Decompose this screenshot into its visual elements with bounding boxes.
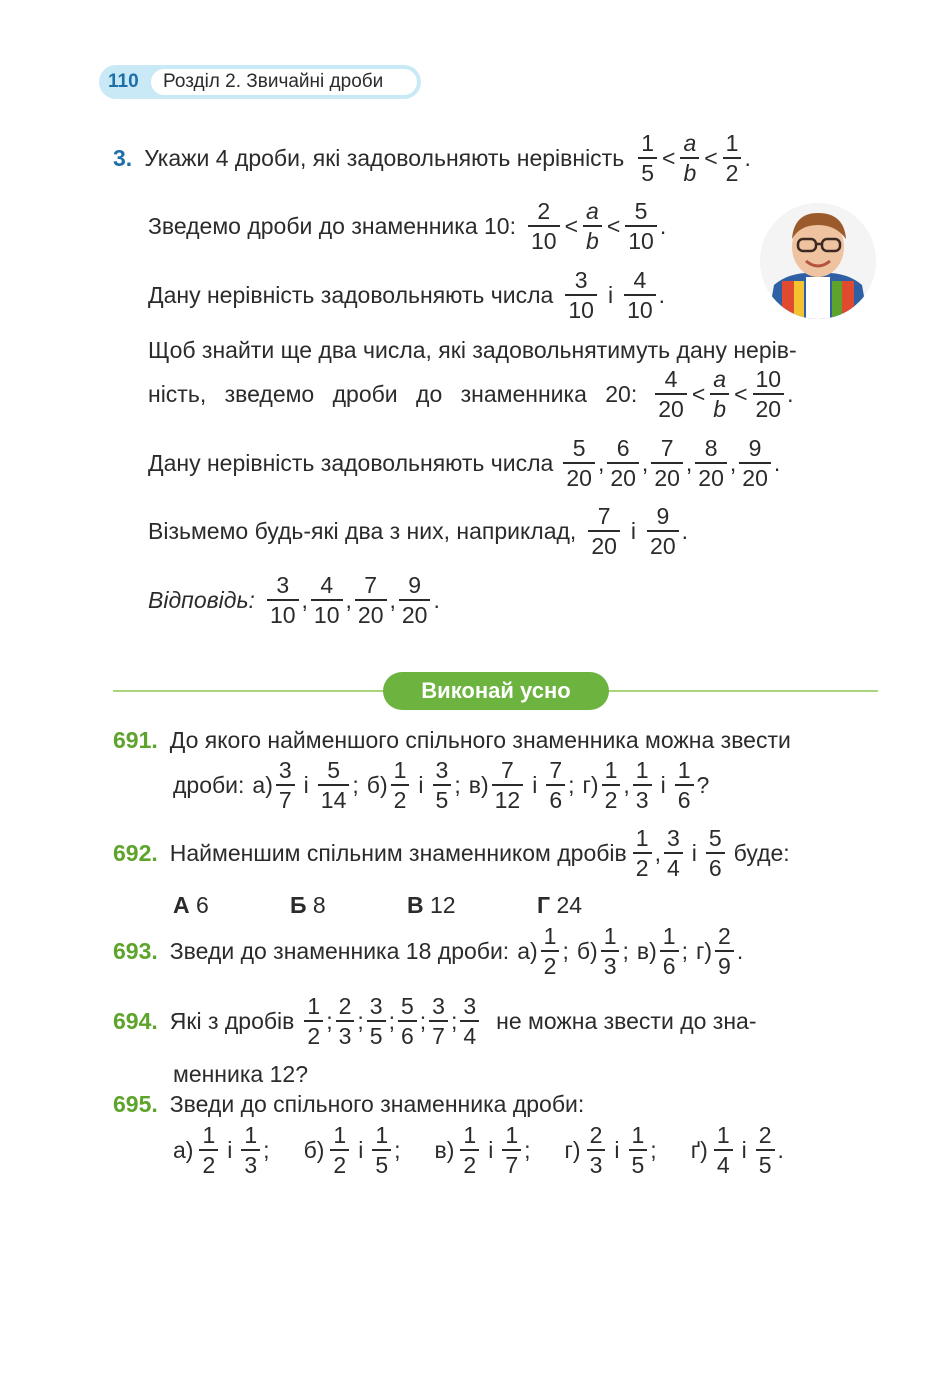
fraction: $\frac{1}{3}$	[241, 1121, 260, 1179]
fraction: $\frac{3}{4}$	[664, 824, 683, 882]
option-g[interactable]: Г 24	[537, 892, 583, 918]
fraction: $\frac{2}{3}$	[336, 992, 355, 1050]
item-label: а)	[252, 771, 273, 798]
fraction: $\frac{1}{3}$	[601, 922, 620, 980]
fraction: $\frac{1}{4}$	[714, 1121, 733, 1179]
less-than: <	[734, 380, 748, 407]
task-text: Які з дробів	[169, 1007, 295, 1034]
fraction: $\frac{8}{20}$	[695, 434, 727, 492]
fraction: $\frac{7}{20}$	[651, 434, 683, 492]
fraction: $\frac{7}{20}$	[588, 502, 620, 560]
example-text-3: Дану нерівність задовольняють числа	[148, 281, 554, 308]
example-text-7: Візьмемо будь-які два з них, наприклад,	[148, 517, 577, 544]
answer-label: Відповідь:	[148, 586, 255, 613]
example-line-5	[148, 362, 794, 426]
task-text: дроби:	[173, 771, 245, 798]
example-line-1	[113, 126, 751, 190]
fraction: $\frac{1}{7}$	[502, 1121, 521, 1179]
fraction: $\frac{5}{20}$	[563, 434, 595, 492]
example-text-2: Зведемо дроби до знаменника 10:	[148, 212, 516, 239]
fraction: $\frac{2}{3}$	[587, 1121, 606, 1179]
example-text-4: Щоб знайти ще два числа, які задовольнятимуть дану нерів-	[148, 336, 797, 363]
fraction-a-b: $\frac{a}{b}$	[583, 197, 602, 255]
example-answer: Відповідь: $\frac{3}{10}$ , $\frac{4}{10}$ , $\frac{7}{20}$ , $\frac{9}{20}$ .	[148, 572, 440, 628]
task-text: буде:	[733, 839, 790, 866]
fraction: $\frac{1}{6}$	[660, 922, 679, 980]
fraction: $\frac{3}{5}$	[367, 992, 386, 1050]
fraction: $\frac{1}{2}$	[602, 756, 621, 814]
less-than: <	[662, 144, 676, 171]
task-text: До якого найменшого спільного знаменника можна звести	[169, 726, 791, 753]
fraction: $\frac{3}{5}$	[433, 756, 452, 814]
item-label: г)	[582, 771, 599, 798]
task-695-line-2: а) $\frac{1}{2}$ і $\frac{1}{3}$ ; б) $\frac{1}{2}$ і $\frac{1}{5}$ ; в) $\frac{1}{2}$ і $\frac{1}{7}$ ; г) $\frac{2}{3}$ і $\frac{1}{5}$ ; ґ) $\frac{1}{4}$ і $\frac{2}{5}$ .	[173, 1122, 784, 1178]
fraction: $\frac{6}{20}$	[607, 434, 639, 492]
example-text-1: Укажи 4 дроби, які задовольняють нерівність	[144, 144, 625, 171]
fraction: $\frac{3}{10}$	[565, 266, 597, 324]
fraction: $\frac{4}{10}$	[311, 571, 343, 629]
task-number: 691.	[113, 726, 158, 753]
fraction: $\frac{7}{12}$	[492, 756, 524, 814]
task-text: менника 12?	[173, 1060, 308, 1087]
fraction: $\frac{10}{20}$	[753, 365, 785, 423]
fraction: $\frac{9}{20}$	[399, 571, 431, 629]
task-number: 693.	[113, 937, 158, 964]
fraction: $\frac{2}{9}$	[715, 922, 734, 980]
task-692-options	[173, 892, 773, 922]
task-693: 693. Зведи до знаменника 18 дроби: а) $\frac{1}{2}$ ; б) $\frac{1}{3}$ ; в) $\frac{1}{6}$ ; г) $\frac{2}{9}$ .	[113, 923, 744, 979]
fraction: $\frac{3}{7}$	[429, 992, 448, 1050]
fraction: $\frac{1}{2}$	[541, 922, 560, 980]
fraction: $\frac{1}{6}$	[675, 756, 694, 814]
option-a[interactable]: А 6	[173, 892, 209, 918]
fraction: $\frac{1}{5}$	[372, 1121, 391, 1179]
fraction: $\frac{4}{20}$	[655, 365, 687, 423]
fraction: $\frac{1}{2}$	[391, 756, 410, 814]
example-line-6: Дану нерівність задовольняють числа $\frac{5}{20}$ , $\frac{6}{20}$ , $\frac{7}{20}$ , $\frac{8}{20}$ , $\frac{9}{20}$ .	[148, 435, 781, 491]
fraction: $\frac{3}{4}$	[460, 992, 479, 1050]
period: .	[659, 212, 667, 239]
task-number: 695.	[113, 1090, 158, 1117]
fraction: $\frac{5}{6}$	[398, 992, 417, 1050]
fraction: $\frac{4}{10}$	[624, 266, 656, 324]
example-text-6: Дану нерівність задовольняють числа	[148, 449, 554, 476]
fraction: $\frac{2}{5}$	[756, 1121, 775, 1179]
section-title: Виконай усно	[383, 672, 609, 710]
less-than: <	[564, 212, 579, 239]
fraction: $\frac{3}{7}$	[276, 756, 295, 814]
period: .	[787, 380, 794, 407]
task-text: Найменшим спільним знаменником дробів	[169, 839, 627, 866]
period: .	[658, 281, 666, 308]
period: .	[744, 144, 751, 171]
fraction: $\frac{7}{20}$	[355, 571, 387, 629]
item-label: в)	[468, 771, 489, 798]
fraction: $\frac{1}{5}$	[638, 129, 657, 187]
example-number: 3.	[113, 144, 133, 171]
task-number: 692.	[113, 839, 158, 866]
student-avatar	[760, 203, 876, 319]
fraction: $\frac{1}{2}$	[633, 824, 652, 882]
task-text: Зведи до знаменника 18 дроби:	[169, 937, 510, 964]
fraction: $\frac{5}{6}$	[706, 824, 725, 882]
fraction: $\frac{1}{2}$	[304, 992, 323, 1050]
fraction-a-b: $\frac{a}{b}$	[680, 129, 699, 187]
task-694-line-1: 694. Які з дробів $\frac{1}{2}$ ; $\frac{2}{3}$ ; $\frac{3}{5}$ ; $\frac{5}{6}$ ; $\frac{3}{7}$ ; $\frac{3}{4}$ не можна звести до зна-	[113, 993, 757, 1049]
option-v[interactable]: В 12	[407, 892, 456, 918]
less-than: <	[606, 212, 621, 239]
example-line-7	[148, 499, 688, 563]
fraction-a-b: $\frac{a}{b}$	[710, 365, 729, 423]
fraction: $\frac{5}{10}$	[625, 197, 657, 255]
fraction: $\frac{9}{20}$	[739, 434, 771, 492]
fraction: $\frac{1}{5}$	[629, 1121, 648, 1179]
task-number: 694.	[113, 1007, 158, 1034]
task-691-line-2: дроби: а) $\frac{3}{7}$ і $\frac{5}{14}$ ; б) $\frac{1}{2}$ і $\frac{3}{5}$ ; в) $\frac{7}{12}$ і $\frac{7}{6}$ ; г) $\frac{1}{2}$ , $\frac{1}{3}$ і $\frac{1}{6}$ ?	[173, 757, 710, 813]
fraction: $\frac{1}{2}$	[330, 1121, 349, 1179]
task-692-line-1: 692. Найменшим спільним знаменником дробів $\frac{1}{2}$ , $\frac{3}{4}$ і $\frac{5}{6}$ буде:	[113, 825, 790, 881]
fraction: $\frac{1}{2}$	[199, 1121, 218, 1179]
task-text: не можна звести до зна-	[496, 1007, 757, 1034]
fraction: $\frac{1}{2}$	[723, 129, 742, 187]
item-label: б)	[366, 771, 388, 798]
period: .	[681, 517, 689, 544]
fraction: $\frac{5}{14}$	[318, 756, 350, 814]
fraction: $\frac{2}{10}$	[528, 197, 560, 255]
and-word: і	[607, 281, 614, 308]
less-than: <	[704, 144, 718, 171]
option-b[interactable]: Б 8	[290, 892, 326, 918]
example-text-5: ність, зведемо дроби до знаменника 20:	[148, 380, 638, 407]
fraction: $\frac{1}{3}$	[633, 756, 652, 814]
example-line-2	[148, 194, 666, 258]
less-than: <	[691, 380, 706, 407]
fraction: $\frac{1}{2}$	[460, 1121, 479, 1179]
and-word: і	[630, 517, 637, 544]
chapter-title: Розділ 2. Звичайні дроби	[163, 71, 384, 92]
fraction: $\frac{7}{6}$	[546, 756, 565, 814]
fraction: $\frac{9}{20}$	[647, 502, 679, 560]
page-number: 110	[108, 71, 139, 92]
fraction: $\frac{3}{10}$	[267, 571, 299, 629]
task-text: Зведи до спільного знаменника дроби:	[169, 1090, 585, 1117]
